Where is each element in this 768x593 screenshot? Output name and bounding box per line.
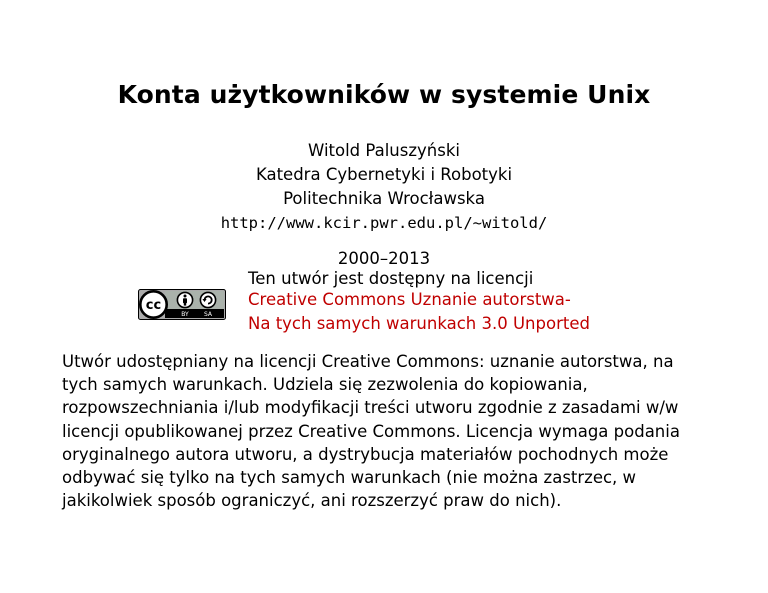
license-text xyxy=(248,268,590,334)
author-department: Katedra Cybernetyki i Robotyki xyxy=(255,165,513,184)
svg-text:cc: cc xyxy=(145,298,162,314)
slide-title: Konta użytkowników w systemie Unix xyxy=(117,80,651,109)
license-row xyxy=(138,268,638,340)
license-link-line1[interactable]: Creative Commons Uznanie autorstwa- xyxy=(248,290,571,309)
years: 2000–2013 xyxy=(337,249,431,268)
cc-by-sa-badge-icon[interactable] xyxy=(138,289,226,320)
license-body-paragraph: Utwór udostępniany na licencji Creative Commons: uznanie autorstwa, na tych samych warunkach. Udziela się zezwolenia do kopiowania, rozpowszechniania i/lub modyfikacji treści utworu zgodnie z zasadami w/w licencji opublikowanej przez Creative Commons. Licencja wymaga podania oryginalnego autora utworu, a dystrybucja materiałów pochodnych może odbywać się tylko na tych samych warunkach (nie można zastrzec, w jakikolwiek sposób ograniczyć, ani rozszerzyć praw do nich). xyxy=(62,352,680,511)
sa-share-alike-icon xyxy=(200,292,215,307)
badge-by-label: BY xyxy=(181,311,189,318)
license-link-line2[interactable]: Na tych samych warunkach 3.0 Unported xyxy=(248,314,590,333)
author-url[interactable]: http://www.kcir.pwr.edu.pl/~witold/ xyxy=(220,214,548,232)
badge-sa-label: SA xyxy=(203,311,213,318)
license-intro: Ten utwór jest dostępny na licencji xyxy=(248,269,534,288)
author-name: Witold Paluszyński xyxy=(308,141,460,160)
by-person-icon xyxy=(177,292,192,307)
author-block xyxy=(0,139,768,235)
author-university: Politechnika Wrocławska xyxy=(283,189,485,208)
